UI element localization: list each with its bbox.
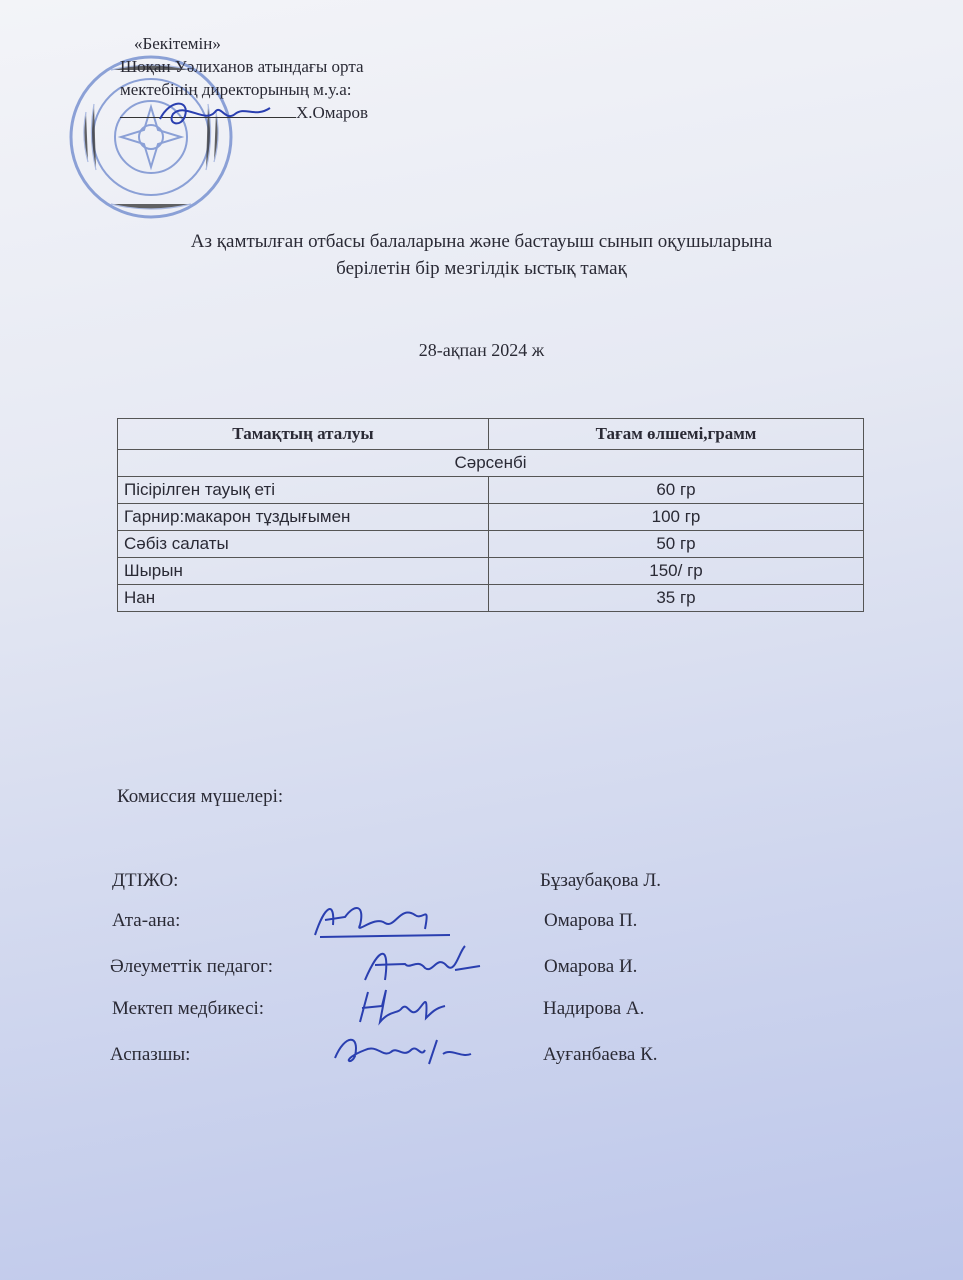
table-day-row: [118, 450, 864, 477]
parent-signature: [305, 895, 455, 945]
dish-name: Пісірілген тауық еті: [118, 477, 489, 504]
document-title-line-1: Аз қамтылған отбасы балаларына және бастауыш сынып оқушыларына: [190, 231, 773, 252]
dish-amount: 50 гр: [489, 531, 864, 558]
member-role: Ата-ана:: [112, 910, 181, 931]
table-header-row: [118, 419, 864, 450]
document-title-line-2: берілетін бір мезгілдік ыстық тамақ: [336, 258, 627, 279]
dish-amount: 100 гр: [489, 504, 864, 531]
member-name: Бұзаубақова Л.: [540, 870, 662, 891]
dish-name: Сәбіз салаты: [118, 531, 489, 558]
cook-signature: [325, 1028, 475, 1072]
table-row: [118, 558, 864, 585]
header-portion-size: Тағам өлшемі,грамм: [489, 419, 864, 450]
member-name: Надирова А.: [543, 998, 645, 1019]
approval-signer: Х.Омаров: [296, 103, 369, 122]
commission-heading: Комиссия мүшелері:: [117, 786, 284, 807]
dish-name: Шырын: [118, 558, 489, 585]
day-label: Сәрсенбі: [118, 450, 864, 477]
dish-amount: 35 гр: [489, 585, 864, 612]
member-name: Омарова И.: [544, 956, 638, 977]
member-role: Әлеуметтік педагог:: [110, 956, 274, 977]
director-signature: [155, 94, 275, 134]
table-row: [118, 531, 864, 558]
approval-line-2: мектебінің директорының м.у.а:: [120, 80, 352, 99]
table-row: [118, 504, 864, 531]
social-pedagogue-signature: [355, 940, 485, 988]
member-name: Ауғанбаева К.: [543, 1044, 658, 1065]
member-name: Омарова П.: [544, 910, 638, 931]
school-nurse-signature: [350, 984, 450, 1028]
document-title: [0, 228, 963, 282]
approval-title: «Бекітемін»: [134, 34, 221, 53]
table-row: [118, 585, 864, 612]
member-role: ДТІЖО:: [112, 870, 179, 891]
dish-amount: 60 гр: [489, 477, 864, 504]
dish-amount: 150/ гр: [489, 558, 864, 585]
table-row: [118, 477, 864, 504]
member-role: Мектеп медбикесі:: [112, 998, 265, 1019]
dish-name: Нан: [118, 585, 489, 612]
approval-line-1: Шоқан Уәлиханов атындағы орта: [120, 57, 364, 76]
document-date: 28-ақпан 2024 ж: [418, 340, 545, 360]
member-role: Аспазшы:: [110, 1044, 191, 1065]
dish-name: Гарнир:макарон тұздығымен: [118, 504, 489, 531]
header-dish-name: Тамақтың аталуы: [118, 419, 489, 450]
menu-table: [117, 418, 864, 612]
